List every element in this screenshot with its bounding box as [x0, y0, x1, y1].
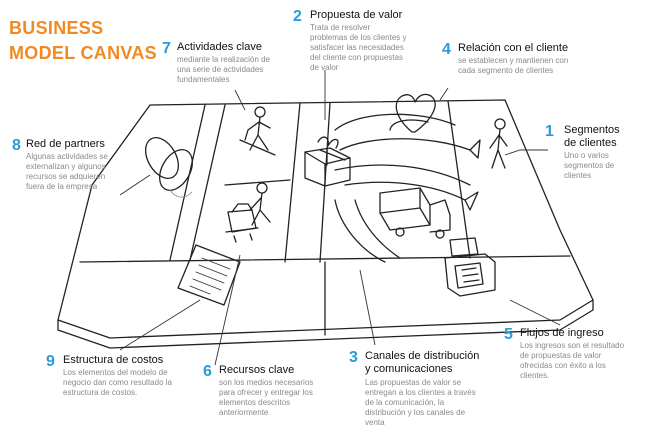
- block-description: Algunas actividades se externalizan y algunos recursos se adquieren fuera de la empresa: [26, 152, 108, 191]
- block-description: Los elementos del modelo de negocio dan como resultado la estructura de costos.: [63, 368, 172, 397]
- connector-7: [235, 90, 245, 110]
- heart-icon: [396, 94, 435, 132]
- block-heading: Recursos clave: [219, 364, 295, 376]
- block-actividades-clave: [162, 40, 302, 90]
- truck-icon: [380, 188, 450, 238]
- block-heading: Segmentos de clientes: [564, 124, 620, 149]
- block-description: se establecen y mantienen con cada segmento de clientes: [458, 56, 569, 75]
- block-heading: Red de partners: [26, 138, 105, 150]
- block-description: son los medios necesarios para ofrecer y entregar los elementos descritos anteriormente: [219, 378, 314, 417]
- block-number: 5: [504, 326, 513, 343]
- block-flujos-de-ingreso: [504, 326, 644, 396]
- block-description: Las propuestas de valor se entregan a los clientes a través de la comunicación, la distribución y los canales de venta: [365, 378, 476, 427]
- block-heading: Actividades clave: [177, 41, 262, 53]
- connector-4: [440, 88, 448, 100]
- block-number: 4: [442, 41, 451, 58]
- block-heading: Estructura de costos: [63, 354, 164, 366]
- block-heading: Propuesta de valor: [310, 9, 403, 21]
- block-description: Uno o varios segmentos de clientes: [564, 151, 615, 180]
- block-number: 3: [349, 349, 358, 366]
- block-red-de-partners: [12, 137, 142, 197]
- connector-9: [120, 300, 200, 350]
- forklift-icon: [226, 183, 270, 242]
- block-description: Los ingresos son el resultado de propuestas de valor ofrecidas con éxito a los clientes.: [520, 341, 625, 380]
- block-relacion-con-el-cliente: [442, 41, 602, 81]
- block-number: 6: [203, 363, 212, 380]
- title-line-2: MODEL CANVAS: [9, 43, 157, 63]
- block-description: Trata de resolver problemas de los clientes y satisfacer las necesidades del cliente con propuestas de valor: [310, 23, 407, 72]
- connector-6: [215, 255, 240, 365]
- title-line-1: BUSINESS: [9, 18, 104, 38]
- block-propuesta-de-valor: [293, 8, 453, 78]
- block-number: 1: [545, 123, 554, 140]
- block-heading: Flujos de ingreso: [520, 327, 604, 339]
- block-estructura-de-costos: [46, 353, 206, 403]
- person-icon: [490, 119, 507, 168]
- block-segmentos-de-clientes: [545, 123, 645, 183]
- block-number: 7: [162, 40, 171, 57]
- block-number: 2: [293, 8, 302, 25]
- cash-register-icon: [445, 238, 495, 296]
- block-recursos-clave: [203, 363, 343, 423]
- block-canales-de-distribucion: [349, 349, 509, 433]
- worker-icon: [240, 107, 275, 155]
- block-heading: Relación con el cliente: [458, 42, 569, 54]
- block-description: mediante la realización de una serie de actividades fundamentales: [177, 55, 270, 84]
- block-heading: Canales de distribución y comunicaciones: [365, 350, 480, 375]
- block-number: 8: [12, 137, 21, 154]
- chain-links-icon: [139, 132, 199, 197]
- connector-3: [360, 270, 375, 345]
- block-number: 9: [46, 353, 55, 370]
